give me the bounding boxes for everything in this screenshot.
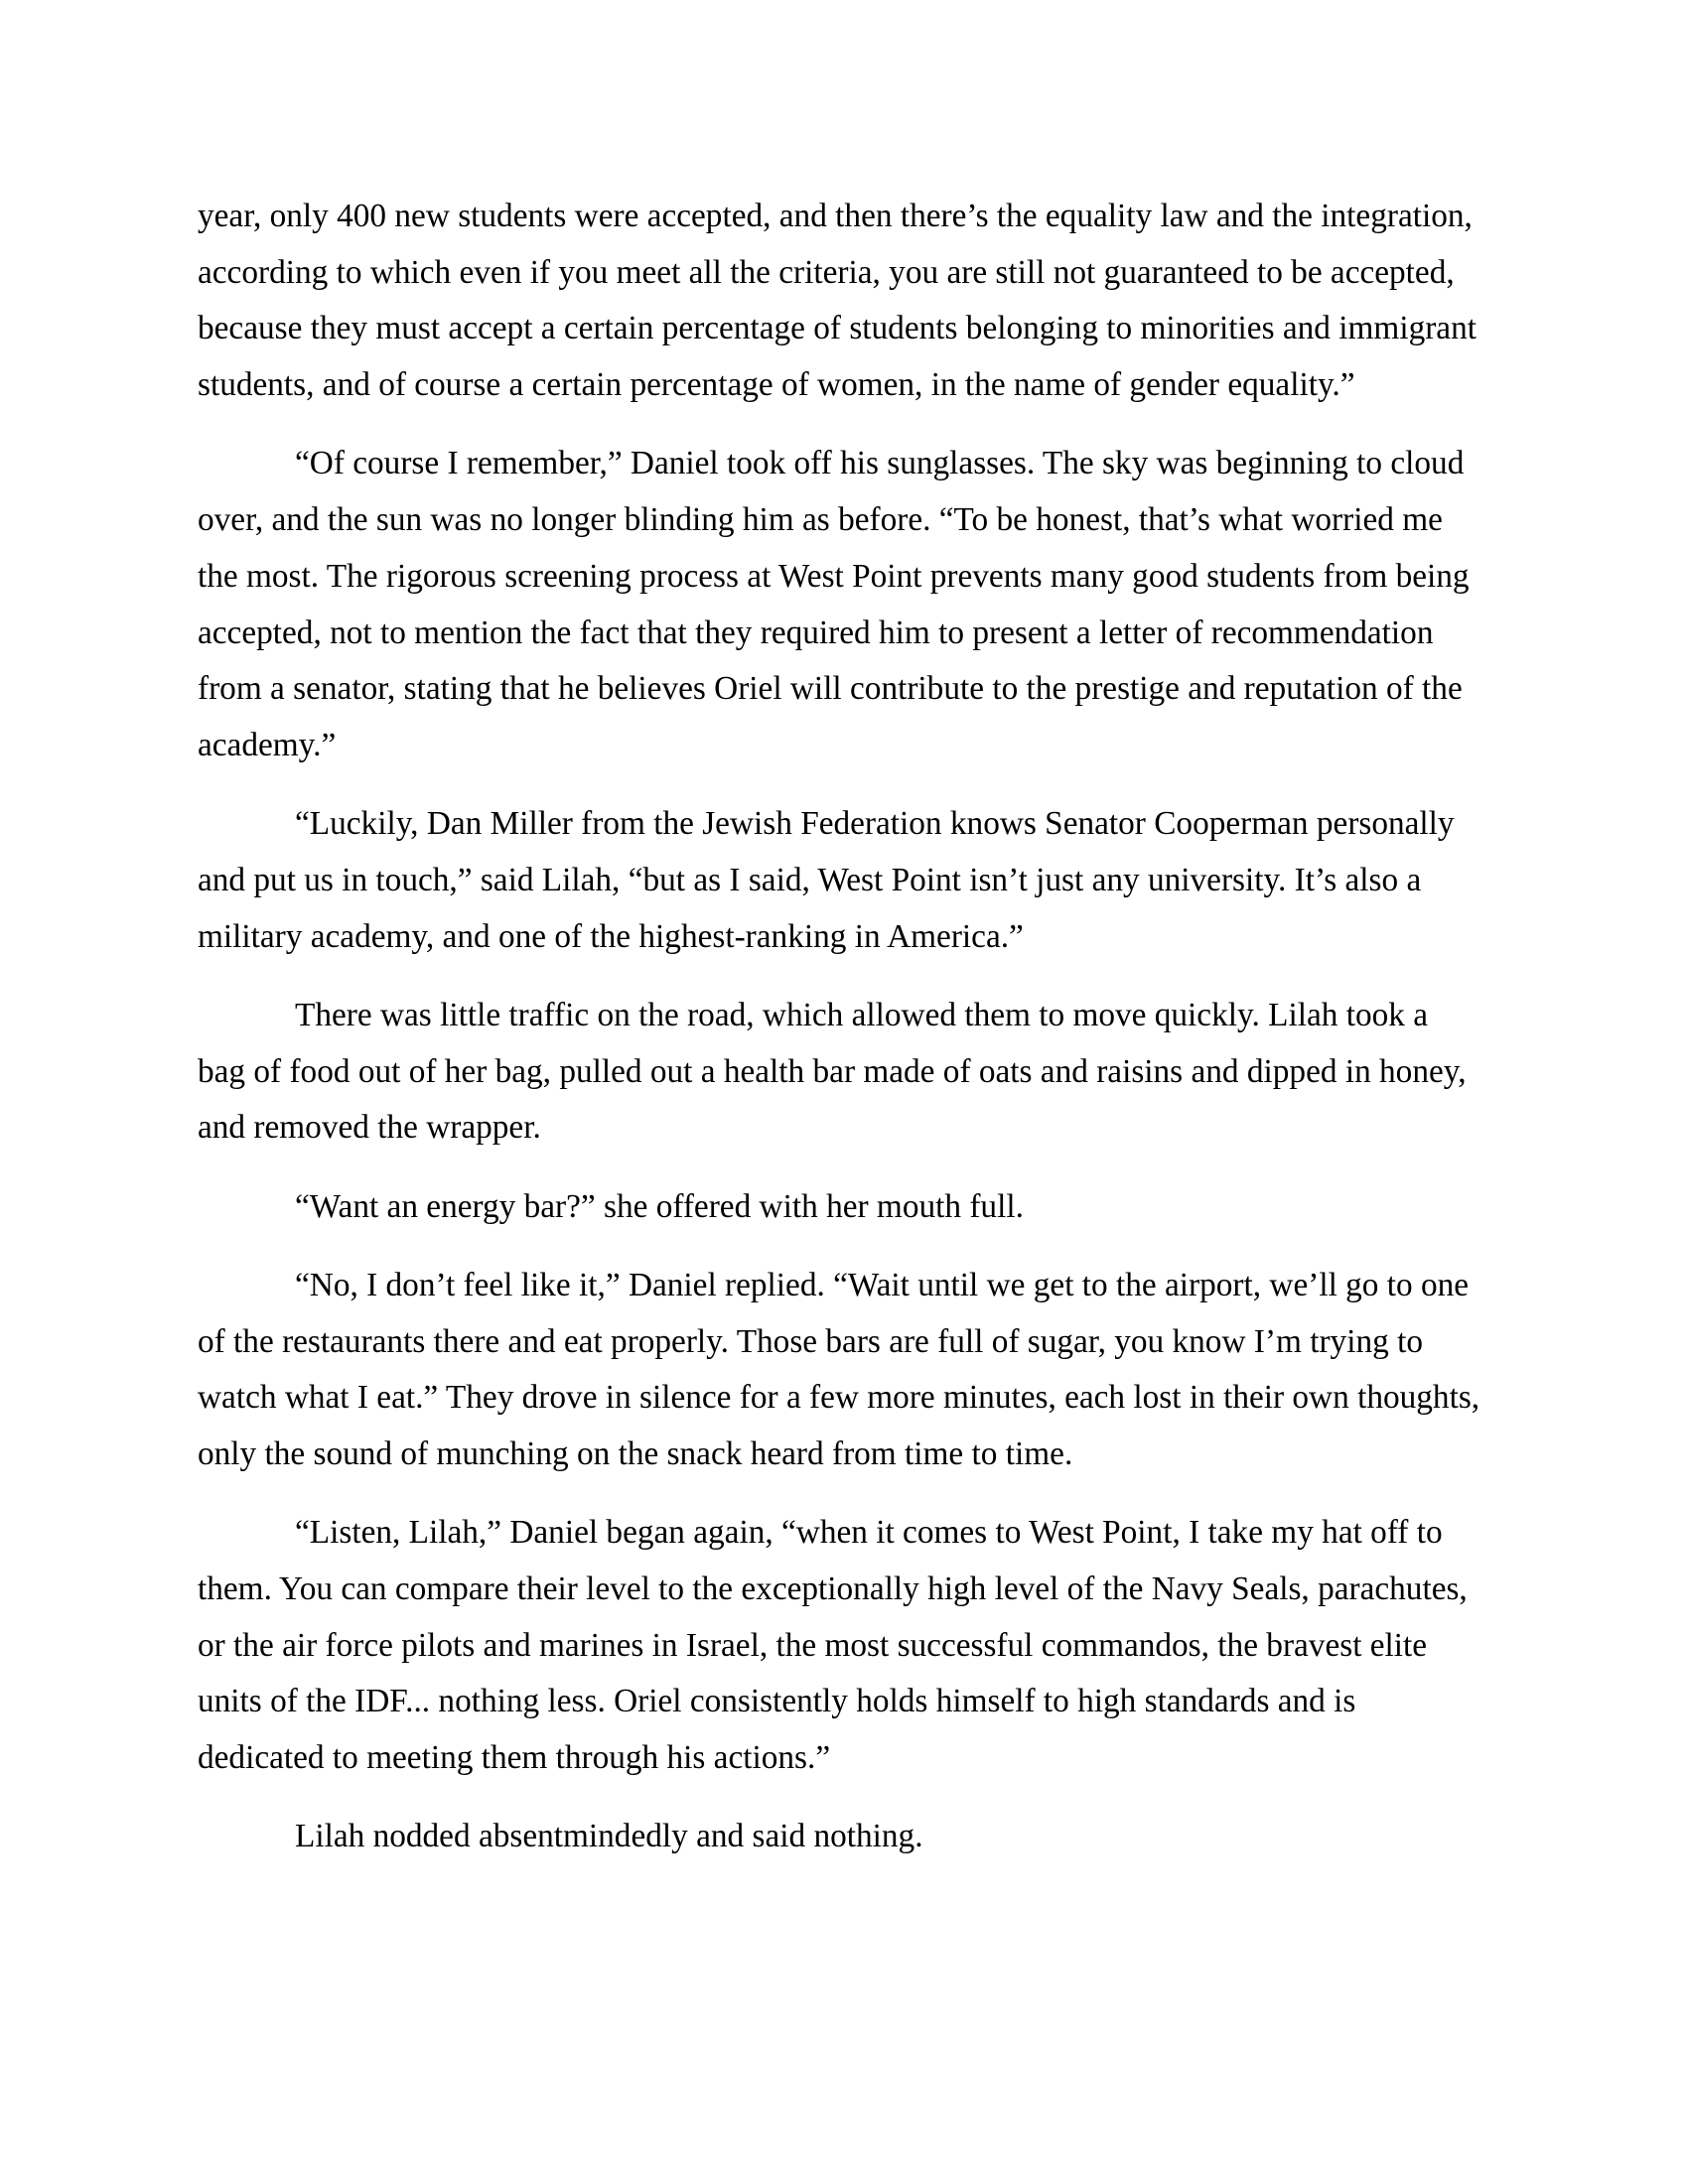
text-line: “Luckily, Dan Miller from the Jewish Federation knows Senator Cooperman personally — [295, 805, 1455, 843]
text-line: watch what I eat.” They drove in silence for a few more minutes, each lost in their own thoughts, — [198, 1379, 1480, 1417]
text-line: students, and of course a certain percentage of women, in the name of gender equality.” — [198, 366, 1355, 404]
text-line: academy.” — [198, 726, 337, 763]
text-line: and removed the wrapper. — [198, 1109, 541, 1147]
text-line: according to which even if you meet all the criteria, you are still not guaranteed to be accepted, — [198, 253, 1455, 291]
text-line: military academy, and one of the highest-ranking in America.” — [198, 917, 1024, 955]
paragraph-6 — [198, 1258, 1488, 1483]
text-line: of the restaurants there and eat properly. Those bars are full of sugar, you know I’m trying to — [198, 1322, 1423, 1360]
paragraph-8 — [198, 1809, 1488, 1865]
body-text — [198, 189, 1488, 1888]
text-line: over, and the sun was no longer blinding him as before. “To be honest, that’s what worried me — [198, 501, 1443, 539]
text-line: from a senator, stating that he believes Oriel will contribute to the prestige and reputation of the — [198, 670, 1463, 708]
text-line: “Of course I remember,” Daniel took off his sunglasses. The sky was beginning to cloud — [295, 445, 1465, 482]
paragraph-3 — [198, 796, 1488, 965]
paragraph-7 — [198, 1505, 1488, 1787]
text-line: accepted, not to mention the fact that they required him to present a letter of recommendation — [198, 614, 1434, 651]
paragraph-2 — [198, 436, 1488, 773]
text-line: There was little traffic on the road, which allowed them to move quickly. Lilah took a — [295, 996, 1429, 1033]
paragraph-1 — [198, 189, 1488, 414]
text-line: because they must accept a certain percentage of students belonging to minorities and immigrant — [198, 310, 1477, 347]
text-line: or the air force pilots and marines in Israel, the most successful commandos, the bravest elite — [198, 1626, 1428, 1664]
text-line: the most. The rigorous screening process at West Point prevents many good students from being — [198, 557, 1470, 595]
text-line: them. You can compare their level to the exceptionally high level of the Navy Seals, parachutes, — [198, 1570, 1468, 1608]
text-line: bag of food out of her bag, pulled out a health bar made of oats and raisins and dipped in honey, — [198, 1052, 1467, 1090]
text-line: year, only 400 new students were accepted, and then there’s the equality law and the integration, — [198, 198, 1473, 234]
text-line: only the sound of munching on the snack heard from time to time. — [198, 1435, 1073, 1473]
text-line: dedicated to meeting them through his actions.” — [198, 1739, 831, 1777]
text-line: “Want an energy bar?” she offered with her mouth full. — [295, 1187, 1024, 1225]
text-line: Lilah nodded absentmindedly and said nothing. — [295, 1818, 923, 1855]
paragraph-5 — [198, 1179, 1488, 1236]
text-line: units of the IDF... nothing less. Oriel consistently holds himself to high standards and is — [198, 1683, 1356, 1720]
text-line: “Listen, Lilah,” Daniel began again, “when it comes to West Point, I take my hat off to — [295, 1514, 1443, 1552]
paragraph-4 — [198, 988, 1488, 1157]
text-line: and put us in touch,” said Lilah, “but as I said, West Point isn’t just any university. It’s also a — [198, 861, 1422, 898]
text-line: “No, I don’t feel like it,” Daniel replied. “Wait until we get to the airport, we’ll go to one — [295, 1266, 1470, 1303]
